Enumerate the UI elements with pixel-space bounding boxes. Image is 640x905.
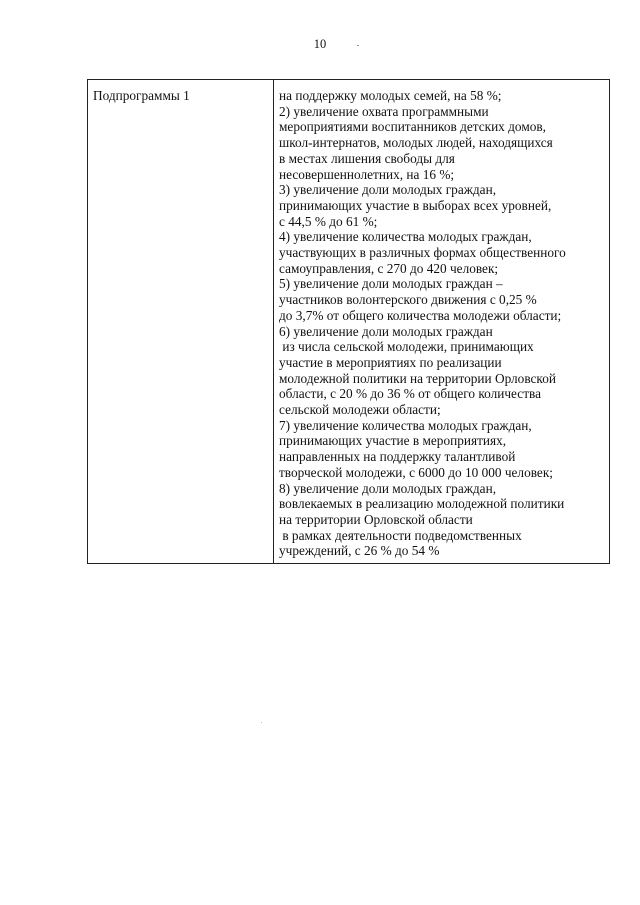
text-line: в рамках деятельности подведомственных <box>279 527 522 543</box>
right-cell <box>274 80 610 564</box>
text-line: 3) увеличение доли молодых граждан, <box>279 182 497 198</box>
subprogram-label: Подпрограммы 1 <box>93 88 190 103</box>
text-line: мероприятиями воспитанников детских домов, <box>279 119 546 135</box>
indicators-text <box>279 88 605 559</box>
scan-speck <box>261 722 262 723</box>
text-line: участие в мероприятиях по реализации <box>279 354 502 370</box>
text-line: творческой молодежи, с 6000 до 10 000 человек; <box>279 464 553 480</box>
text-line: 8) увеличение доли молодых граждан, <box>279 480 497 496</box>
text-line: молодежной политики на территории Орловской <box>279 370 556 386</box>
text-line: 7) увеличение количества молодых граждан, <box>279 417 532 433</box>
text-line: вовлекаемых в реализацию молодежной политики <box>279 496 565 512</box>
text-line: школ-интернатов, молодых людей, находящихся <box>279 135 553 151</box>
page-number: 10 <box>313 37 327 51</box>
text-line: учреждений, с 26 % до 54 % <box>279 543 440 559</box>
text-line: с 44,5 % до 61 %; <box>279 213 378 229</box>
text-line: 4) увеличение количества молодых граждан, <box>279 229 532 245</box>
text-line: несовершеннолетних, на 16 %; <box>279 166 455 182</box>
text-line: принимающих участие в мероприятиях, <box>279 433 507 449</box>
text-line: участвующих в различных формах общественного <box>279 245 566 261</box>
text-line: участников волонтерского движения с 0,25 % <box>279 292 537 308</box>
text-line: принимающих участие в выборах всех уровней, <box>279 197 552 213</box>
text-line: до 3,7% от общего количества молодежи области; <box>279 307 562 323</box>
text-line: направленных на поддержку талантливой <box>279 449 516 465</box>
table-row <box>88 80 610 564</box>
text-line: из числа сельской молодежи, принимающих <box>279 339 534 355</box>
text-line: 5) увеличение доли молодых граждан – <box>279 276 503 292</box>
left-cell <box>88 80 274 564</box>
text-line: самоуправления, с 270 до 420 человек; <box>279 260 499 276</box>
text-line: в местах лишения свободы для <box>279 150 455 166</box>
text-line: 2) увеличение охвата программными <box>279 103 489 119</box>
text-line: 6) увеличение доли молодых граждан <box>279 323 493 339</box>
text-line: сельской молодежи области; <box>279 402 441 418</box>
text-line: на территории Орловской области <box>279 511 473 527</box>
text-line: области, с 20 % до 36 % от общего количества <box>279 386 542 402</box>
program-table <box>87 79 610 564</box>
scan-speck <box>357 45 359 46</box>
text-line: на поддержку молодых семей, на 58 %; <box>279 88 502 103</box>
